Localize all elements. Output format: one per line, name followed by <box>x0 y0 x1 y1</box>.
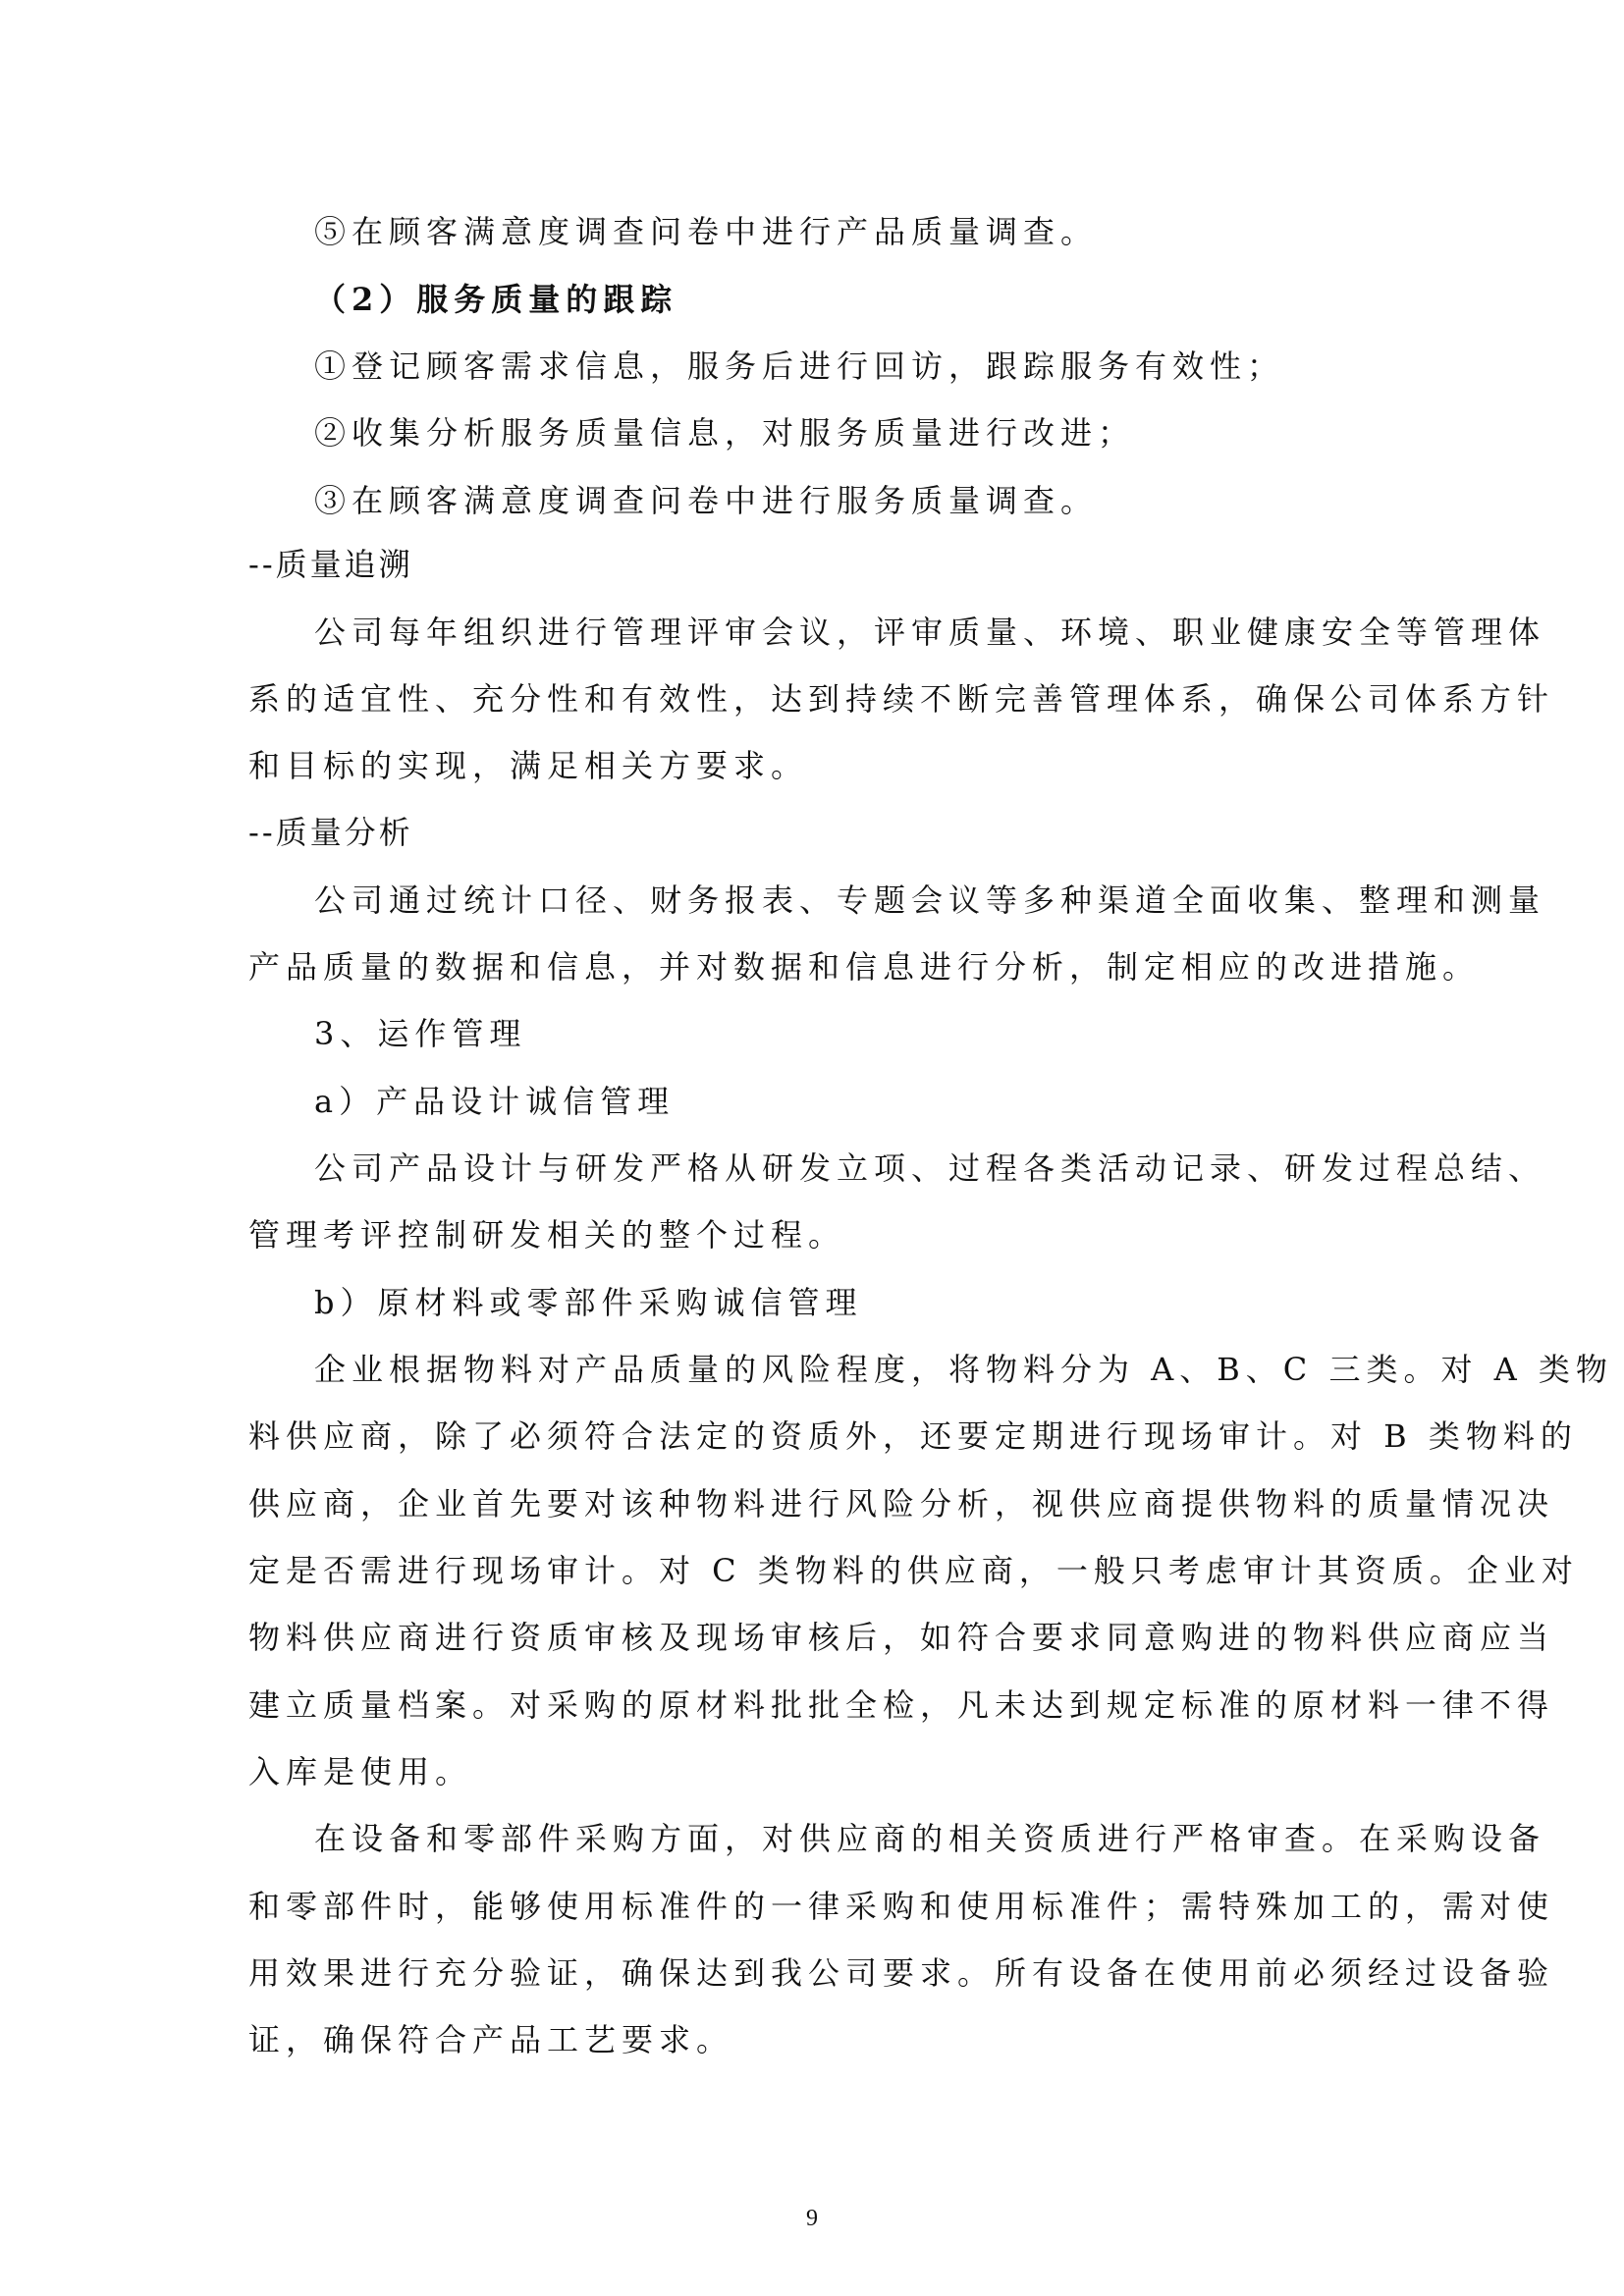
paragraph-line: 和目标的实现，满足相关方要求。 <box>248 747 809 784</box>
list-item: ③在顾客满意度调查问卷中进行服务质量调查。 <box>314 482 1099 519</box>
paragraph-line: 和零部件时，能够使用标准件的一律采购和使用标准件；需特殊加工的，需对使 <box>248 1888 1555 1925</box>
section-heading: 3、运作管理 <box>314 1015 527 1052</box>
paragraph-line: 证，确保符合产品工艺要求。 <box>248 2021 734 2058</box>
paragraph-line: 系的适宜性、充分性和有效性，达到持续不断完善管理体系，确保公司体系方针 <box>248 680 1555 718</box>
paragraph-line: 料供应商，除了必须符合法定的资质外，还要定期进行现场审计。对 B 类物料的 <box>248 1417 1578 1455</box>
section-heading: --质量分析 <box>248 814 413 851</box>
section-heading: b）原材料或零部件采购诚信管理 <box>314 1284 863 1321</box>
list-item: ①登记顾客需求信息，服务后进行回访，跟踪服务有效性； <box>314 347 1285 385</box>
list-item: ⑤在顾客满意度调查问卷中进行产品质量调查。 <box>314 213 1099 250</box>
section-heading: （2）服务质量的跟踪 <box>314 281 678 318</box>
paragraph-line: 公司每年组织进行管理评审会议，评审质量、环境、职业健康安全等管理体 <box>314 614 1546 651</box>
paragraph-line: 企业根据物料对产品质量的风险程度，将物料分为 A、B、C 三类。对 A 类物 <box>314 1351 1613 1388</box>
paragraph-line: 物料供应商进行资质审核及现场审核后，如符合要求同意购进的物料供应商应当 <box>248 1619 1555 1656</box>
paragraph-line: 用效果进行充分验证，确保达到我公司要求。所有设备在使用前必须经过设备验 <box>248 1954 1555 1992</box>
page-number: 9 <box>806 2206 818 2231</box>
paragraph-line: 公司通过统计口径、财务报表、专题会议等多种渠道全面收集、整理和测量 <box>314 881 1546 919</box>
paragraph-line: 产品质量的数据和信息，并对数据和信息进行分析，制定相应的改进措施。 <box>248 948 1481 986</box>
section-heading: --质量追溯 <box>248 546 413 583</box>
section-heading: a）产品设计诚信管理 <box>314 1083 676 1120</box>
paragraph-line: 供应商，企业首先要对该种物料进行风险分析，视供应商提供物料的质量情况决 <box>248 1485 1555 1522</box>
paragraph-line: 公司产品设计与研发严格从研发立项、过程各类活动记录、研发过程总结、 <box>314 1149 1546 1187</box>
paragraph-line: 管理考评控制研发相关的整个过程。 <box>248 1216 846 1254</box>
paragraph-line: 入库是使用。 <box>248 1753 473 1790</box>
list-item: ②收集分析服务质量信息，对服务质量进行改进； <box>314 414 1136 452</box>
paragraph-line: 定是否需进行现场审计。对 C 类物料的供应商，一般只考虑审计其资质。企业对 <box>248 1552 1579 1589</box>
paragraph-line: 建立质量档案。对采购的原材料批批全检，凡未达到规定标准的原材料一律不得 <box>248 1686 1555 1724</box>
paragraph-line: 在设备和零部件采购方面，对供应商的相关资质进行严格审查。在采购设备 <box>314 1820 1546 1857</box>
